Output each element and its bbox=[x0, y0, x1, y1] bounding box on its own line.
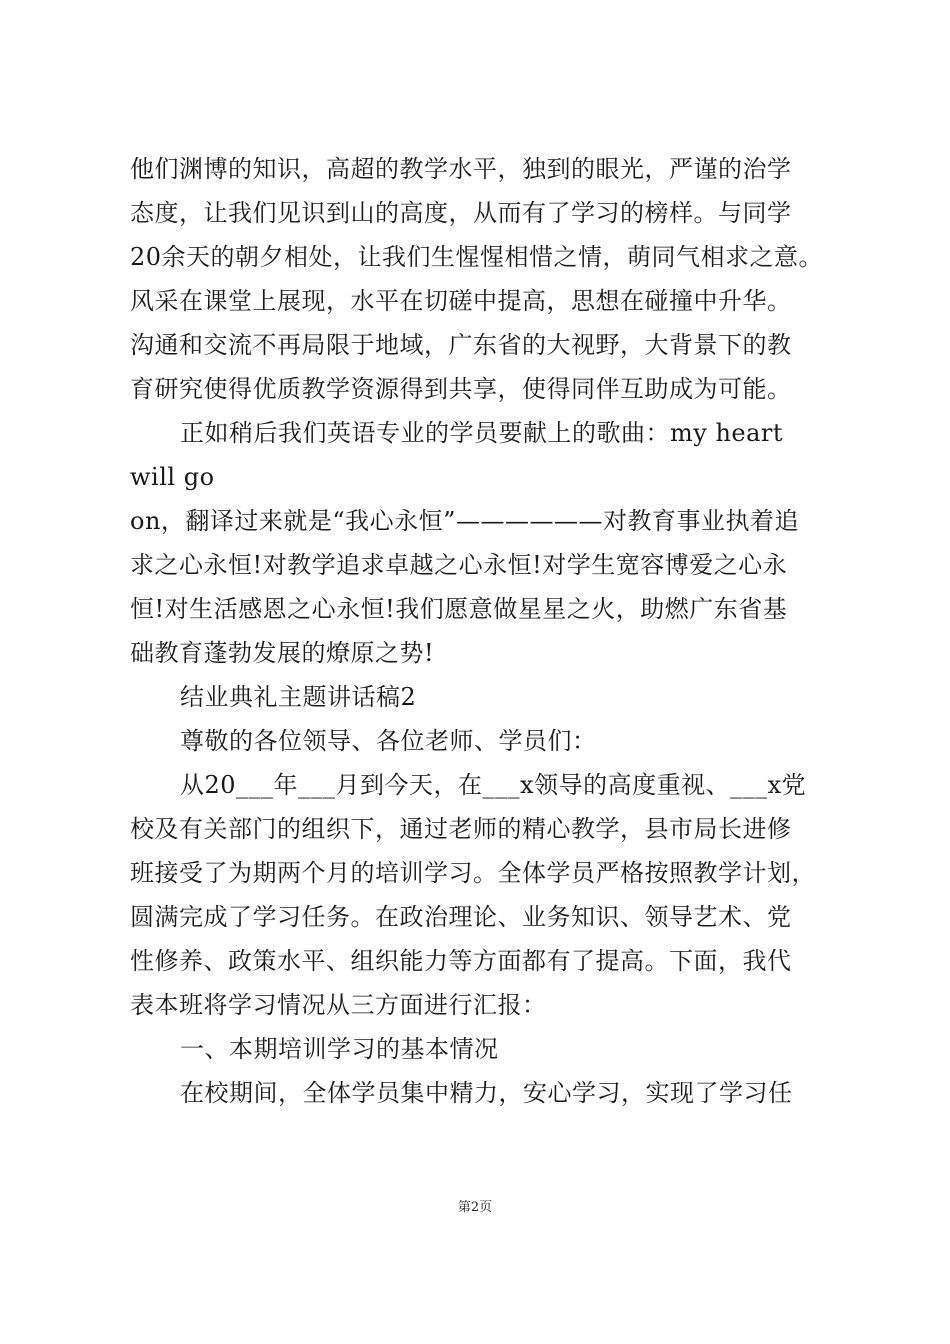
body-line: 校及有关部门的组织下，通过老师的精心教学，县市局长进修 bbox=[130, 815, 792, 843]
body-line: 态度，让我们见识到山的高度，从而有了学习的榜样。与同学 bbox=[130, 199, 792, 227]
body-line: 育研究使得优质教学资源得到共享，使得同伴互助成为可能。 bbox=[130, 375, 792, 403]
paragraph-start-line: 在校期间，全体学员集中精力，安心学习，实现了学习任 bbox=[180, 1079, 793, 1107]
body-line: 20余天的朝夕相处，让我们生惺惺相惜之情，萌同气相求之意。 bbox=[130, 243, 824, 271]
body-line: 表本班将学习情况从三方面进行汇报： bbox=[130, 991, 547, 1019]
body-line: 恒!对生活感恩之心永恒!我们愿意做星星之火，助燃广东省基 bbox=[130, 595, 788, 623]
subsection-heading: 一、本期培训学习的基本情况 bbox=[180, 1035, 499, 1063]
body-line: will go bbox=[130, 463, 215, 491]
body-line: 沟通和交流不再局限于地域，广东省的大视野，大背景下的教 bbox=[130, 331, 792, 359]
paragraph-start-line: 正如稍后我们英语专业的学员要献上的歌曲：my heart bbox=[180, 419, 784, 447]
body-line: 风采在课堂上展现，水平在切磋中提高，思想在碰撞中升华。 bbox=[130, 287, 792, 315]
salutation: 尊敬的各位领导、各位老师、学员们： bbox=[180, 727, 597, 755]
body-line: on，翻译过来就是“我心永恒”——————对教育事业执着追 bbox=[130, 507, 799, 535]
section-title: 结业典礼主题讲话稿2 bbox=[180, 683, 417, 711]
page-number: 第2页 bbox=[457, 1200, 493, 1215]
paragraph-start-line: 从20___年___月到今天，在___x领导的高度重视、___x党 bbox=[180, 771, 807, 799]
body-line: 班接受了为期两个月的培训学习。全体学员严格按照教学计划， bbox=[130, 859, 816, 887]
body-line: 求之心永恒!对教学追求卓越之心永恒!对学生宽容博爱之心永 bbox=[130, 551, 788, 579]
body-line: 圆满完成了学习任务。在政治理论、业务知识、领导艺术、党 bbox=[130, 903, 792, 931]
body-line: 础教育蓬勃发展的燎原之势! bbox=[130, 639, 435, 667]
body-line: 他们渊博的知识，高超的教学水平，独到的眼光，严谨的治学 bbox=[130, 155, 792, 183]
body-line: 性修养、政策水平、组织能力等方面都有了提高。下面，我代 bbox=[130, 947, 792, 975]
